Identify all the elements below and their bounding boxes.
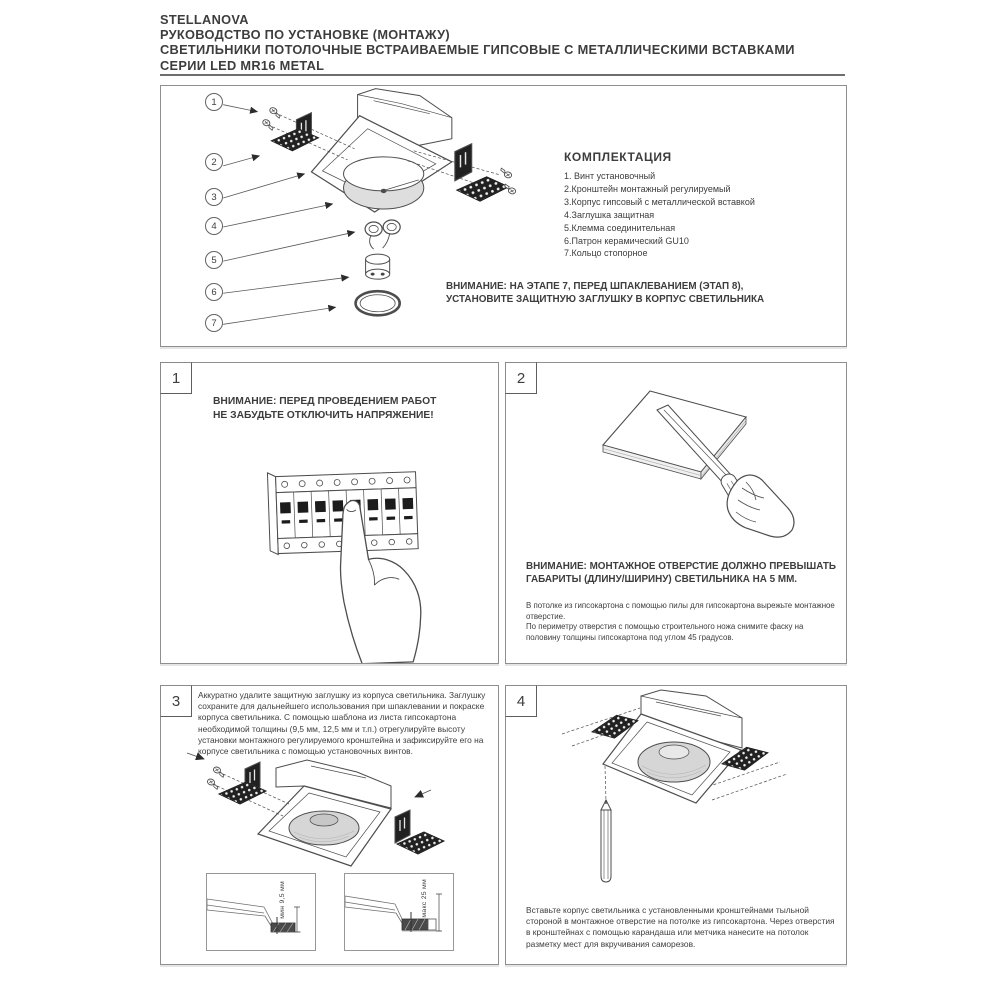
step2-number-badge: 2 [505,362,537,394]
step4-number-badge: 4 [505,685,537,717]
lock-ring [356,291,400,315]
pencil [601,800,611,882]
parts-item-3: 3.Корпус гипсовый с металлической вставкой [564,196,755,207]
parts-item-4: 4.Заглушка защитная [564,209,655,220]
step2-body-paragraph1: В потолке из гипсокартона с помощью пилы для гипсокартона вырежьте монтажное отверстие. [526,601,835,621]
callout-3: 3 [205,188,223,206]
brand-name: STELLANOVA [160,12,249,27]
doc-title-line1: РУКОВОДСТВО ПО УСТАНОВКЕ (МОНТАЖУ) [160,27,450,43]
callout-4: 4 [205,217,223,235]
step1-number-badge: 1 [160,362,192,394]
callout-7: 7 [205,314,223,332]
header-divider [160,74,845,76]
step4-body: Вставьте корпус светильника с установленными кронштейнами тыльной стороной в монтажное отверстие на потолке из гипсокартона. Через отверстия в кронштейнах с помощью карандаша или метчика нанесите на потолок разметку мест для вкручивания саморезов. [526,905,835,949]
doc-title-line3: СЕРИИ LED MR16 METAL [160,57,325,73]
holding-hand [727,475,794,537]
set-screws-left [261,107,282,131]
min-depth-section-drawing [207,874,313,948]
bracket-left [271,113,318,151]
step1-warning-line1: ВНИМАНИЕ: ПЕРЕД ПРОВЕДЕНИЕМ РАБОТ [213,396,437,407]
max-depth-inset [344,873,454,951]
bracket-right [395,810,444,854]
parts-item-2: 2.Кронштейн монтажный регулируемый [564,183,731,194]
step3-body: Аккуратно удалите защитную заглушку из корпуса светильника. Заглушку сохраните для дальнейшего использования при шпаклевании и покраске корпуса светильника. С помощью шаблона из листа гипсокартона необходимой толщины (9,5 мм, 12,5 мм и т.п.) отрегулируйте высоту установки монтажного регулируемого кронштейна и зафиксируйте его на корпусе светильника с помощью установочных винтов. [198,690,486,757]
parts-item-5: 5.Клемма соединительная [564,222,676,233]
overview-warning [446,280,841,306]
doc-title-line2: СВЕТИЛЬНИКИ ПОТОЛОЧНЫЕ ВСТРАИВАЕМЫЕ ГИПСОВЫЕ С МЕТАЛЛИЧЕСКИМИ ВСТАВКАМИ [160,42,795,58]
callout-6: 6 [205,283,223,301]
max-depth-section-drawing [345,874,451,948]
terminal-clamps [365,220,400,249]
parts-item-6: 6.Патрон керамический GU10 [564,235,689,246]
step3-panel [160,685,499,965]
step1-panel [160,362,499,664]
parts-list-title: КОМПЛЕКТАЦИЯ [564,150,672,164]
step2-body-paragraph2: По периметру отверстия с помощью строительного ножа снимите фаску на половину толщины гипсокартона под углом 45 градусов. [526,622,804,642]
overview-warning-line1: ВНИМАНИЕ: НА ЭТАПЕ 7, ПЕРЕД ШПАКЛЕВАНИЕМ (ЭТАП 8), [446,281,744,292]
step2-panel [505,362,847,664]
step2-warning: ВНИМАНИЕ: МОНТАЖНОЕ ОТВЕРСТИЕ ДОЛЖНО ПРЕВЫШАТЬ ГАБАРИТЫ (ДЛИНУ/ШИРИНУ) СВЕТИЛЬНИКА НА 5 ММ. [526,561,836,586]
document-header [160,12,852,73]
step4-panel [505,685,847,965]
min-depth-label: мин 9,5 мм [279,881,286,919]
parts-item-7: 7.Кольцо стопорное [564,248,648,259]
callout-5: 5 [205,251,223,269]
parts-list [564,150,836,260]
step1-warning [213,395,473,423]
overview-warning-line2: УСТАНОВИТЕ ЗАЩИТНУЮ ЗАГЛУШКУ В КОРПУС СВЕТИЛЬНИКА [446,294,765,306]
ceramic-socket [366,254,390,279]
step3-number-badge: 3 [160,685,192,717]
set-screws-left [206,766,226,789]
bracket-right [455,144,509,201]
max-depth-label: макс 25 мм [421,879,428,918]
overview-box [160,85,847,347]
gypsum-board [603,391,746,472]
step2-body [526,601,838,643]
callout-1: 1 [205,93,223,111]
parts-item-1: 1. Винт установочный [564,171,656,181]
step1-warning-line2: НЕ ЗАБУДЬТЕ ОТКЛЮЧИТЬ НАПРЯЖЕНИЕ! [213,409,434,421]
callout-2: 2 [205,153,223,171]
min-depth-inset [206,873,316,951]
